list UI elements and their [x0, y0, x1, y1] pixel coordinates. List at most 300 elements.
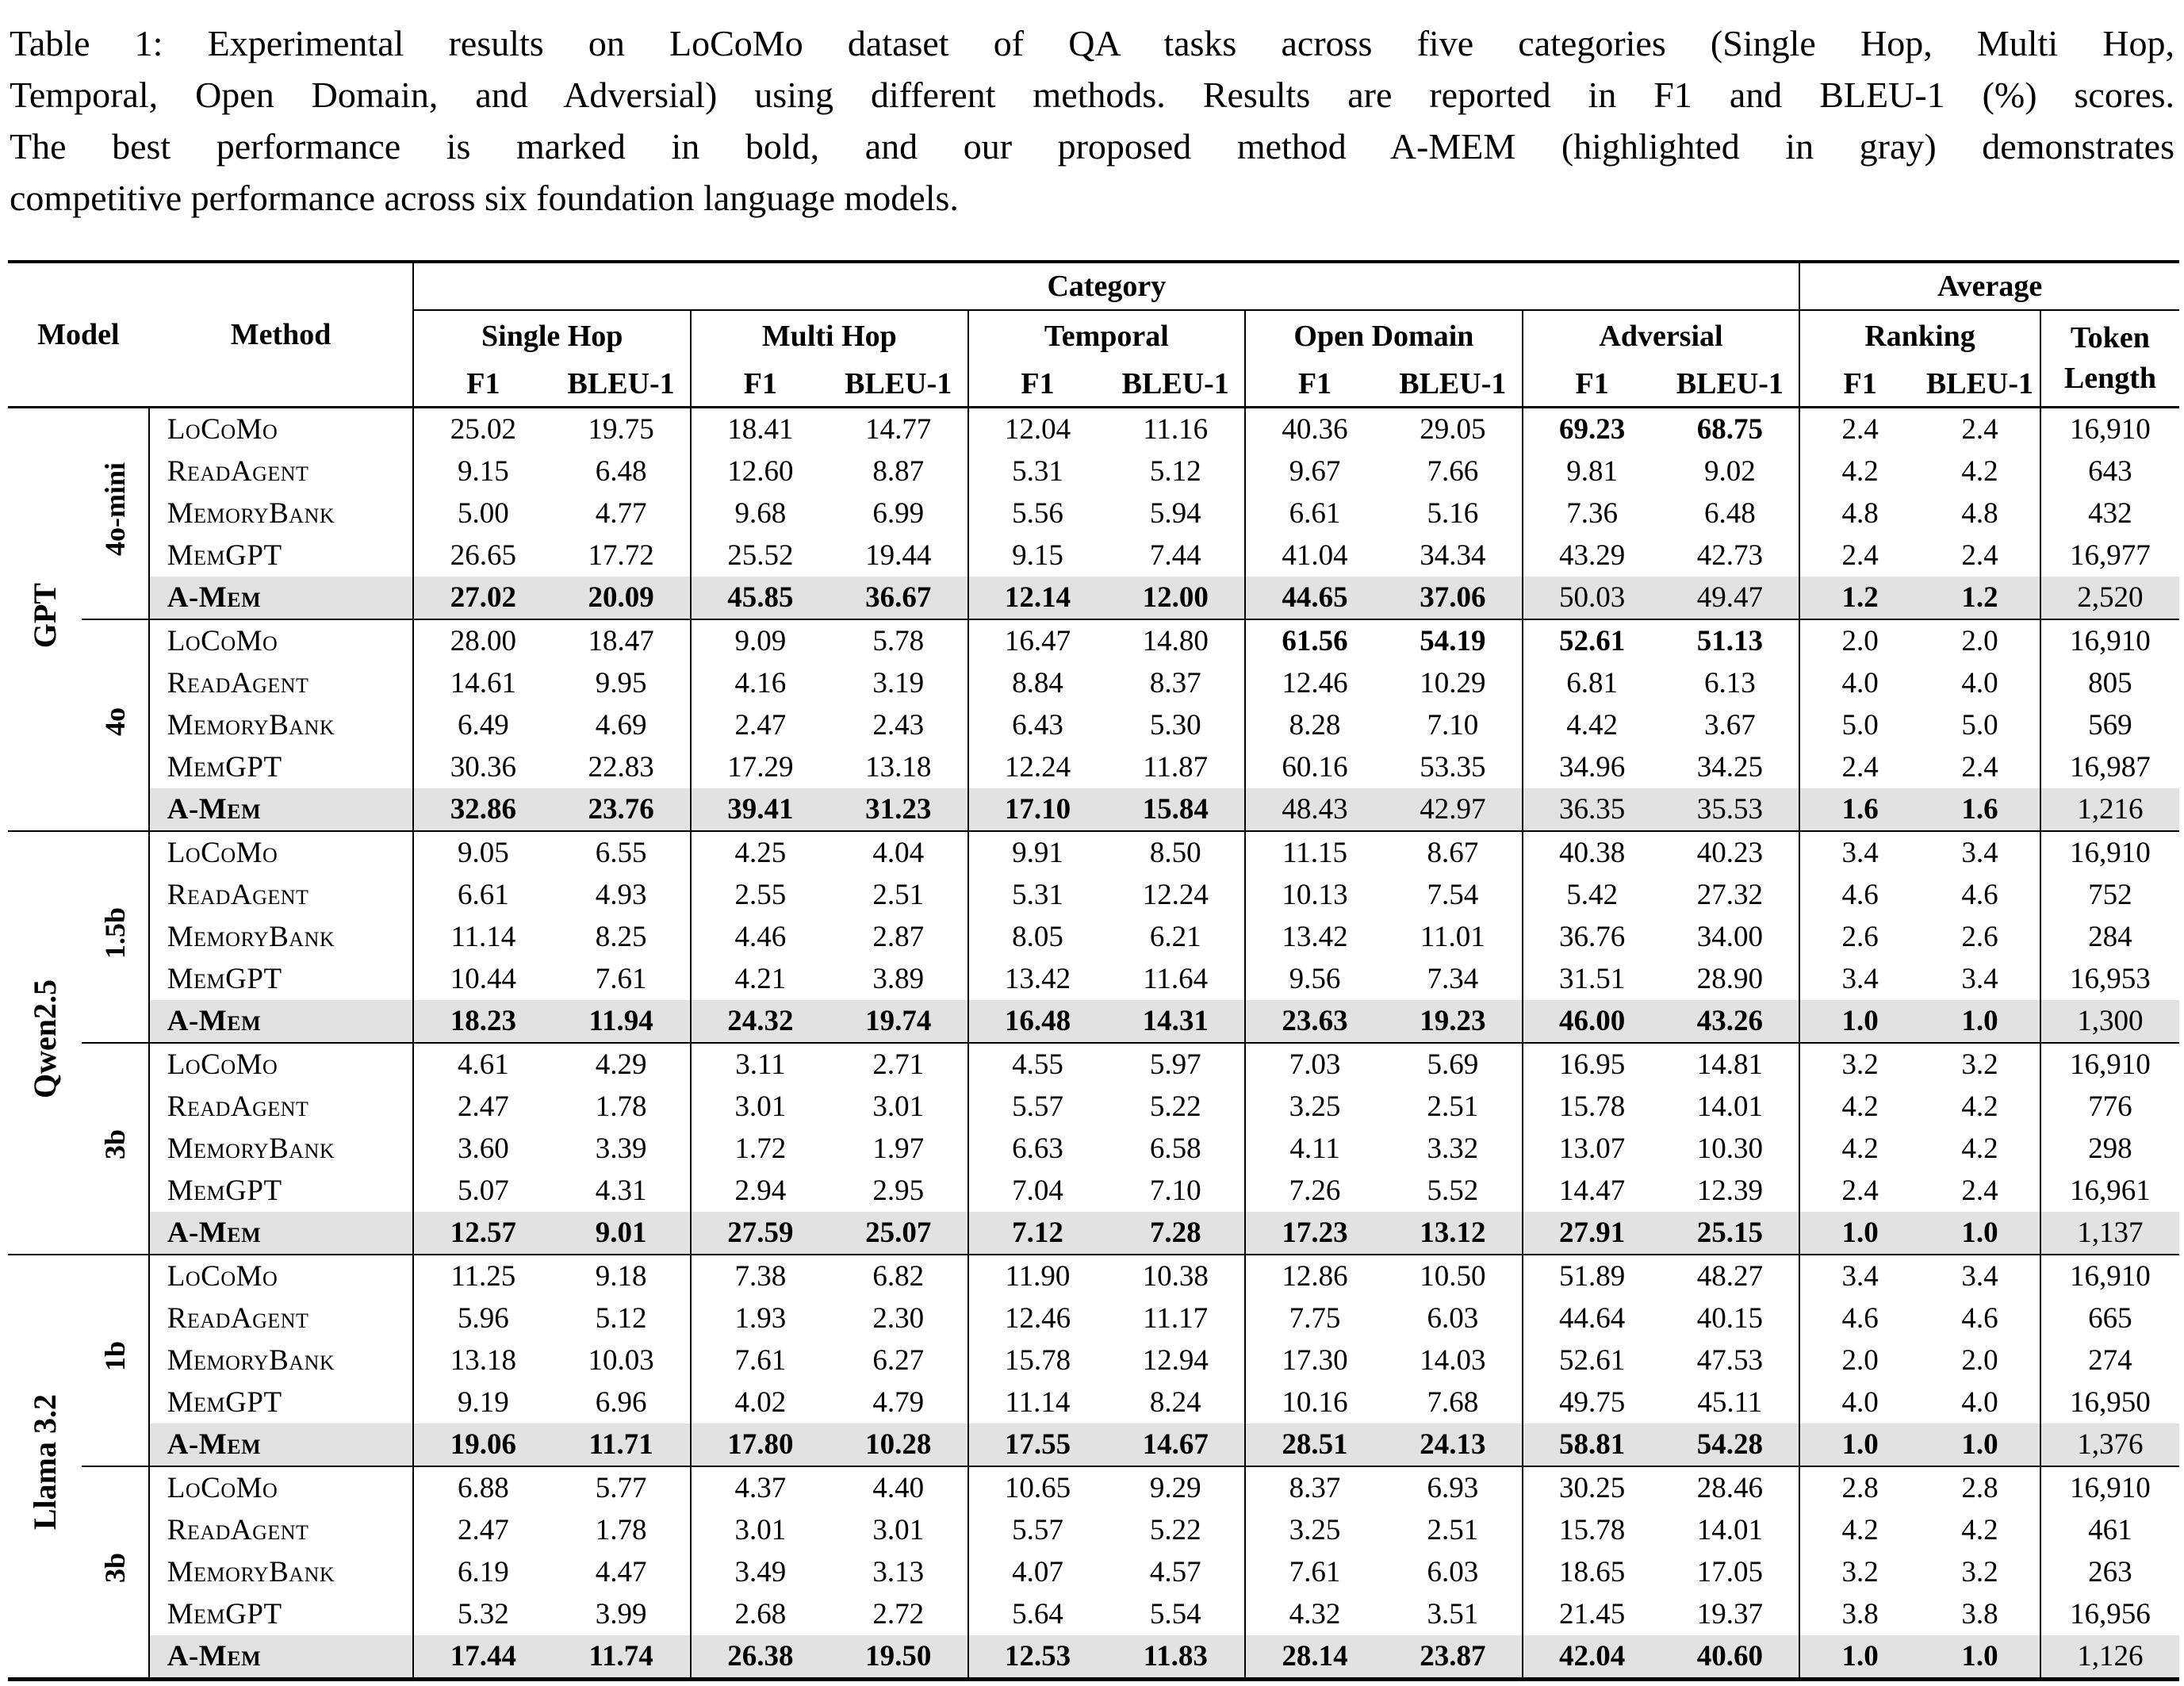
ranking-cell: 4.6 — [1961, 879, 1998, 911]
model-size-text: 4o-mini — [98, 462, 131, 557]
score-cell: 7.10 — [1427, 709, 1479, 741]
score-cell: 2.95 — [872, 1174, 925, 1207]
score-cell: 28.90 — [1696, 963, 1763, 995]
score-cell: 1.78 — [595, 1090, 647, 1123]
ranking-cell: 1.0 — [1799, 1424, 1920, 1466]
ranking-cell: 2.4 — [1799, 746, 1920, 788]
header-open-domain: Open Domain — [1245, 310, 1523, 362]
score-cell: 15.84 — [1106, 788, 1245, 831]
score-cell: 2.51 — [1427, 1090, 1479, 1123]
score-cell: 4.11 — [1245, 1128, 1384, 1170]
score-cell: 6.96 — [595, 1386, 647, 1419]
header-model: Model — [37, 318, 120, 351]
score-cell: 5.57 — [968, 1086, 1107, 1128]
score-cell: 6.63 — [968, 1128, 1107, 1170]
score-cell: 6.48 — [595, 455, 647, 488]
score-cell: 8.28 — [1245, 704, 1384, 746]
score-cell: 5.52 — [1427, 1174, 1479, 1207]
score-cell: 11.64 — [1143, 963, 1209, 995]
score-cell: 19.37 — [1696, 1598, 1763, 1630]
score-cell: 2.71 — [872, 1048, 925, 1081]
model-group-text: GPT — [26, 582, 63, 649]
token-length-cell: 1,300 — [2040, 1000, 2179, 1043]
score-cell: 14.77 — [865, 413, 932, 446]
model-group-label — [8, 408, 82, 832]
score-cell: 5.22 — [1149, 1514, 1201, 1546]
score-cell: 6.61 — [413, 874, 552, 916]
ranking-cell: 3.4 — [1799, 1255, 1920, 1297]
score-cell: 11.83 — [1106, 1635, 1245, 1680]
score-cell: 9.68 — [691, 492, 830, 535]
token-length-cell: 16,910 — [2040, 831, 2179, 874]
table-row — [8, 1424, 2179, 1466]
score-cell: 19.74 — [830, 1000, 968, 1043]
score-cell: 4.29 — [595, 1048, 647, 1081]
score-cell: 1.72 — [691, 1128, 830, 1170]
score-cell: 7.61 — [1245, 1551, 1384, 1593]
score-cell: 12.60 — [691, 450, 830, 492]
method-cell: ReadAgent — [149, 874, 414, 916]
method-cell: MemGPT — [149, 535, 414, 577]
score-cell: 5.30 — [1149, 709, 1201, 741]
token-length-cell: 643 — [2040, 450, 2179, 492]
table-row — [8, 1339, 2179, 1381]
ranking-cell: 4.2 — [1961, 1090, 1998, 1123]
score-cell: 40.23 — [1696, 837, 1763, 869]
ranking-cell: 2.0 — [1799, 1339, 1920, 1381]
score-cell: 7.34 — [1427, 963, 1479, 995]
score-cell: 36.67 — [830, 577, 968, 619]
score-cell: 12.86 — [1245, 1255, 1384, 1297]
score-cell: 5.16 — [1427, 497, 1479, 530]
score-cell: 52.61 — [1523, 1339, 1661, 1381]
score-cell: 10.29 — [1420, 667, 1486, 699]
method-cell: A-Mem — [149, 577, 414, 619]
token-length-cell: 1,376 — [2040, 1424, 2179, 1466]
score-cell: 3.01 — [691, 1086, 830, 1128]
model-group-label — [8, 1255, 82, 1680]
score-cell: 17.30 — [1245, 1339, 1384, 1381]
token-length-cell: 16,953 — [2040, 958, 2179, 1000]
score-cell: 19.44 — [865, 539, 932, 572]
score-cell: 8.87 — [872, 455, 925, 488]
model-size-text: 1.5b — [98, 906, 131, 960]
score-cell: 4.07 — [968, 1551, 1107, 1593]
score-cell: 14.03 — [1420, 1344, 1486, 1377]
score-cell: 17.44 — [413, 1635, 552, 1680]
score-cell: 6.03 — [1427, 1556, 1479, 1588]
score-cell: 12.46 — [1245, 662, 1384, 704]
token-length-cell: 16,910 — [2040, 408, 2179, 451]
ranking-cell: 2.4 — [1961, 1174, 1998, 1207]
score-cell: 54.19 — [1420, 625, 1486, 657]
ranking-cell: 4.0 — [1799, 662, 1920, 704]
table-row — [8, 958, 2179, 1000]
score-cell: 25.15 — [1661, 1212, 1799, 1255]
token-length-cell: 16,910 — [2040, 1255, 2179, 1297]
header-temporal: Temporal — [968, 310, 1246, 362]
header-row-spans — [8, 262, 2179, 310]
score-cell: 45.85 — [691, 577, 830, 619]
score-cell: 14.67 — [1106, 1424, 1245, 1466]
score-cell: 3.67 — [1704, 709, 1756, 741]
token-length-cell: 16,910 — [2040, 1466, 2179, 1509]
score-cell: 5.77 — [595, 1472, 647, 1504]
model-size-label — [82, 1043, 149, 1255]
table-row — [8, 450, 2179, 492]
score-cell: 5.54 — [1149, 1598, 1201, 1630]
score-cell: 7.03 — [1245, 1043, 1384, 1086]
score-cell: 7.68 — [1427, 1386, 1479, 1419]
score-cell: 34.96 — [1523, 746, 1661, 788]
score-cell: 4.55 — [968, 1043, 1107, 1086]
score-cell: 2.87 — [872, 921, 925, 953]
score-cell: 40.60 — [1661, 1635, 1799, 1680]
score-cell: 17.23 — [1245, 1212, 1384, 1255]
score-cell: 4.37 — [691, 1466, 830, 1509]
score-cell: 7.61 — [691, 1339, 830, 1381]
ranking-cell: 2.8 — [1799, 1466, 1920, 1509]
score-cell: 3.13 — [872, 1556, 925, 1588]
score-cell: 39.41 — [691, 788, 830, 831]
score-cell: 14.80 — [1142, 625, 1209, 657]
ranking-cell: 2.0 — [1799, 619, 1920, 662]
ranking-cell: 3.2 — [1799, 1043, 1920, 1086]
score-cell: 5.07 — [413, 1170, 552, 1212]
score-cell: 11.71 — [552, 1424, 691, 1466]
method-cell: MemoryBank — [149, 704, 414, 746]
ranking-cell: 3.4 — [1961, 963, 1998, 995]
score-cell: 7.54 — [1427, 879, 1479, 911]
score-cell: 3.19 — [872, 667, 925, 699]
score-cell: 1.78 — [595, 1514, 647, 1546]
table-row — [8, 788, 2179, 831]
score-cell: 8.84 — [968, 662, 1107, 704]
ranking-cell: 1.0 — [1920, 1000, 2040, 1043]
score-cell: 8.67 — [1427, 837, 1479, 869]
header-adversial: Adversial — [1523, 310, 1800, 362]
table-row — [8, 746, 2179, 788]
header-average-span: Average — [1799, 262, 2179, 310]
score-cell: 11.17 — [1143, 1302, 1209, 1335]
score-cell: 14.31 — [1106, 1000, 1245, 1043]
score-cell: 42.04 — [1523, 1635, 1661, 1680]
header-token-line2: Length — [2063, 362, 2156, 395]
ranking-cell: 3.4 — [1961, 837, 1998, 869]
score-cell: 5.57 — [968, 1509, 1107, 1551]
score-cell: 17.05 — [1696, 1556, 1763, 1588]
score-cell: 9.01 — [552, 1212, 691, 1255]
ranking-cell: 4.6 — [1799, 1297, 1920, 1339]
score-cell: 7.28 — [1106, 1212, 1245, 1255]
ranking-cell: 3.2 — [1799, 1551, 1920, 1593]
score-cell: 6.88 — [413, 1466, 552, 1509]
score-cell: 5.78 — [872, 625, 925, 657]
score-cell: 5.00 — [413, 492, 552, 535]
score-cell: 17.80 — [691, 1424, 830, 1466]
score-cell: 14.01 — [1696, 1514, 1763, 1546]
table-row — [8, 1509, 2179, 1551]
score-cell: 11.16 — [1143, 413, 1209, 446]
method-cell: ReadAgent — [149, 450, 414, 492]
score-cell: 6.13 — [1704, 667, 1756, 699]
ranking-cell: 1.0 — [1799, 1635, 1920, 1680]
token-length-cell: 569 — [2040, 704, 2179, 746]
score-cell: 5.32 — [413, 1593, 552, 1635]
score-cell: 25.02 — [413, 408, 552, 451]
score-cell: 13.12 — [1384, 1212, 1523, 1255]
score-cell: 15.78 — [1523, 1086, 1661, 1128]
score-cell: 11.01 — [1420, 921, 1485, 953]
model-size-text: 3b — [98, 1553, 131, 1584]
ranking-cell: 5.0 — [1799, 704, 1920, 746]
score-cell: 6.61 — [1245, 492, 1384, 535]
score-cell: 28.51 — [1245, 1424, 1384, 1466]
method-cell: LoCoMo — [149, 1255, 414, 1297]
score-cell: 10.50 — [1420, 1260, 1486, 1293]
token-length-cell: 1,137 — [2040, 1212, 2179, 1255]
ranking-cell: 4.2 — [1961, 455, 1998, 488]
score-cell: 10.44 — [413, 958, 552, 1000]
score-cell: 1.97 — [872, 1132, 925, 1165]
ranking-cell: 4.8 — [1961, 497, 1998, 530]
table-row — [8, 1170, 2179, 1212]
token-length-cell: 16,987 — [2040, 746, 2179, 788]
score-cell: 2.47 — [413, 1509, 552, 1551]
score-cell: 9.81 — [1523, 450, 1661, 492]
score-cell: 2.43 — [872, 709, 925, 741]
token-length-cell: 284 — [2040, 916, 2179, 958]
score-cell: 6.58 — [1149, 1132, 1201, 1165]
score-cell: 4.57 — [1149, 1556, 1201, 1588]
score-cell: 12.14 — [968, 577, 1107, 619]
score-cell: 11.87 — [1143, 751, 1209, 784]
score-cell: 54.28 — [1661, 1424, 1799, 1466]
score-cell: 13.42 — [1245, 916, 1384, 958]
score-cell: 9.15 — [413, 450, 552, 492]
score-cell: 32.86 — [413, 788, 552, 831]
score-cell: 19.75 — [588, 413, 654, 446]
score-cell: 51.89 — [1523, 1255, 1661, 1297]
score-cell: 11.15 — [1245, 831, 1384, 874]
score-cell: 10.16 — [1245, 1381, 1384, 1424]
score-cell: 6.19 — [413, 1551, 552, 1593]
header-bleu1: BLEU-1 — [1676, 367, 1784, 400]
score-cell: 10.03 — [588, 1344, 654, 1377]
ranking-cell: 1.6 — [1920, 788, 2040, 831]
score-cell: 68.75 — [1696, 413, 1763, 446]
score-cell: 12.53 — [968, 1635, 1107, 1680]
ranking-cell: 2.6 — [1799, 916, 1920, 958]
ranking-cell: 4.6 — [1961, 1302, 1998, 1335]
score-cell: 8.37 — [1245, 1466, 1384, 1509]
score-cell: 36.76 — [1523, 916, 1661, 958]
score-cell: 12.57 — [413, 1212, 552, 1255]
table-row — [8, 1000, 2179, 1043]
score-cell: 3.01 — [872, 1514, 925, 1546]
caption-line: Temporal, Open Domain, and Adversial) using different methods. Results are reported in F1 and BLEU-1 (%) scores. — [10, 75, 2174, 115]
ranking-cell: 1.2 — [1799, 577, 1920, 619]
table-row — [8, 1593, 2179, 1635]
score-cell: 27.32 — [1696, 879, 1763, 911]
method-cell: MemoryBank — [149, 492, 414, 535]
ranking-cell: 3.4 — [1799, 831, 1920, 874]
score-cell: 4.16 — [691, 662, 830, 704]
ranking-cell: 2.4 — [1961, 413, 1998, 446]
score-cell: 18.47 — [588, 625, 654, 657]
score-cell: 40.36 — [1245, 408, 1384, 451]
method-cell: ReadAgent — [149, 1509, 414, 1551]
score-cell: 28.00 — [413, 619, 552, 662]
score-cell: 2.47 — [691, 704, 830, 746]
table-row — [8, 874, 2179, 916]
method-cell: ReadAgent — [149, 1297, 414, 1339]
score-cell: 18.23 — [413, 1000, 552, 1043]
score-cell: 6.03 — [1427, 1302, 1479, 1335]
ranking-cell: 3.8 — [1961, 1598, 1998, 1630]
ranking-cell: 1.6 — [1799, 788, 1920, 831]
score-cell: 42.73 — [1696, 539, 1763, 572]
header-category-span: Category — [413, 262, 1799, 310]
score-cell: 7.61 — [595, 963, 647, 995]
score-cell: 11.25 — [413, 1255, 552, 1297]
score-cell: 5.31 — [968, 874, 1107, 916]
ranking-cell: 2.4 — [1961, 539, 1998, 572]
score-cell: 49.47 — [1661, 577, 1799, 619]
score-cell: 11.74 — [552, 1635, 691, 1680]
score-cell: 5.96 — [413, 1297, 552, 1339]
score-cell: 2.55 — [691, 874, 830, 916]
method-cell: MemGPT — [149, 1593, 414, 1635]
ranking-cell: 3.4 — [1799, 958, 1920, 1000]
score-cell: 8.25 — [595, 921, 647, 953]
header-bleu1: BLEU-1 — [1121, 367, 1229, 400]
token-length-cell: 2,520 — [2040, 577, 2179, 619]
score-cell: 13.07 — [1523, 1128, 1661, 1170]
score-cell: 11.94 — [552, 1000, 691, 1043]
header-f1: F1 — [1523, 362, 1661, 408]
score-cell: 6.43 — [968, 704, 1107, 746]
score-cell: 3.39 — [595, 1132, 647, 1165]
ranking-cell: 3.4 — [1961, 1260, 1998, 1293]
score-cell: 4.69 — [595, 709, 647, 741]
caption-line: Table 1: Experimental results on LoCoMo dataset of QA tasks across five categories (Single Hop, Multi Hop, — [10, 23, 2174, 63]
score-cell: 8.05 — [968, 916, 1107, 958]
score-cell: 6.99 — [872, 497, 925, 530]
score-cell: 30.25 — [1523, 1466, 1661, 1509]
score-cell: 3.60 — [413, 1128, 552, 1170]
score-cell: 14.47 — [1523, 1170, 1661, 1212]
method-cell: LoCoMo — [149, 1466, 414, 1509]
score-cell: 43.29 — [1523, 535, 1661, 577]
score-cell: 5.22 — [1149, 1090, 1201, 1123]
score-cell: 3.01 — [691, 1509, 830, 1551]
score-cell: 4.02 — [691, 1381, 830, 1424]
score-cell: 2.51 — [872, 879, 925, 911]
ranking-cell: 1.0 — [1799, 1000, 1920, 1043]
table-row — [8, 1212, 2179, 1255]
score-cell: 10.13 — [1245, 874, 1384, 916]
score-cell: 25.52 — [691, 535, 830, 577]
score-cell: 4.21 — [691, 958, 830, 1000]
method-cell: MemGPT — [149, 958, 414, 1000]
score-cell: 58.81 — [1523, 1424, 1661, 1466]
table-row — [8, 408, 2179, 451]
score-cell: 21.45 — [1523, 1593, 1661, 1635]
score-cell: 23.63 — [1245, 1000, 1384, 1043]
score-cell: 48.27 — [1696, 1260, 1763, 1293]
score-cell: 2.30 — [872, 1302, 925, 1335]
score-cell: 13.18 — [413, 1339, 552, 1381]
score-cell: 17.10 — [968, 788, 1107, 831]
score-cell: 11.14 — [968, 1381, 1107, 1424]
method-cell: MemoryBank — [149, 1128, 414, 1170]
model-group-text: Qwen2.5 — [26, 979, 63, 1098]
method-cell: A-Mem — [149, 1000, 414, 1043]
score-cell: 10.28 — [830, 1424, 968, 1466]
table-row — [8, 1381, 2179, 1424]
method-cell: MemGPT — [149, 1170, 414, 1212]
score-cell: 9.09 — [691, 619, 830, 662]
score-cell: 15.78 — [968, 1339, 1107, 1381]
score-cell: 27.91 — [1523, 1212, 1661, 1255]
model-group-label — [8, 831, 82, 1255]
score-cell: 9.18 — [595, 1260, 647, 1293]
method-cell: A-Mem — [149, 1212, 414, 1255]
score-cell: 42.97 — [1384, 788, 1523, 831]
score-cell: 9.29 — [1149, 1472, 1201, 1504]
score-cell: 61.56 — [1245, 619, 1384, 662]
caption-line: The best performance is marked in bold, and our proposed method A-MEM (highlighted in gray) demonstrates — [10, 126, 2174, 167]
score-cell: 4.77 — [595, 497, 647, 530]
table-header — [8, 262, 2179, 408]
ranking-cell: 4.0 — [1799, 1381, 1920, 1424]
ranking-cell: 1.0 — [1920, 1424, 2040, 1466]
score-cell: 9.91 — [968, 831, 1107, 874]
ranking-cell: 3.2 — [1961, 1556, 1998, 1588]
score-cell: 4.47 — [595, 1556, 647, 1588]
ranking-cell: 4.2 — [1799, 1128, 1920, 1170]
score-cell: 9.95 — [595, 667, 647, 699]
ranking-cell: 4.2 — [1961, 1514, 1998, 1546]
table-row — [8, 1551, 2179, 1593]
table-row — [8, 492, 2179, 535]
score-cell: 6.21 — [1149, 921, 1201, 953]
header-bleu1: BLEU-1 — [845, 367, 952, 400]
token-length-cell: 665 — [2040, 1297, 2179, 1339]
score-cell: 12.24 — [968, 746, 1107, 788]
score-cell: 9.67 — [1245, 450, 1384, 492]
score-cell: 60.16 — [1245, 746, 1384, 788]
score-cell: 6.55 — [595, 837, 647, 869]
score-cell: 14.61 — [413, 662, 552, 704]
method-cell: LoCoMo — [149, 1043, 414, 1086]
score-cell: 26.65 — [413, 535, 552, 577]
score-cell: 6.27 — [872, 1344, 925, 1377]
score-cell: 31.23 — [830, 788, 968, 831]
score-cell: 4.61 — [413, 1043, 552, 1086]
score-cell: 4.93 — [595, 879, 647, 911]
score-cell: 7.66 — [1427, 455, 1479, 488]
ranking-cell: 1.2 — [1920, 577, 2040, 619]
token-length-cell: 298 — [2040, 1128, 2179, 1170]
score-cell: 48.43 — [1245, 788, 1384, 831]
score-cell: 50.03 — [1523, 577, 1661, 619]
score-cell: 26.38 — [691, 1635, 830, 1680]
ranking-cell: 4.6 — [1799, 874, 1920, 916]
score-cell: 4.40 — [872, 1472, 925, 1504]
token-length-cell: 461 — [2040, 1509, 2179, 1551]
